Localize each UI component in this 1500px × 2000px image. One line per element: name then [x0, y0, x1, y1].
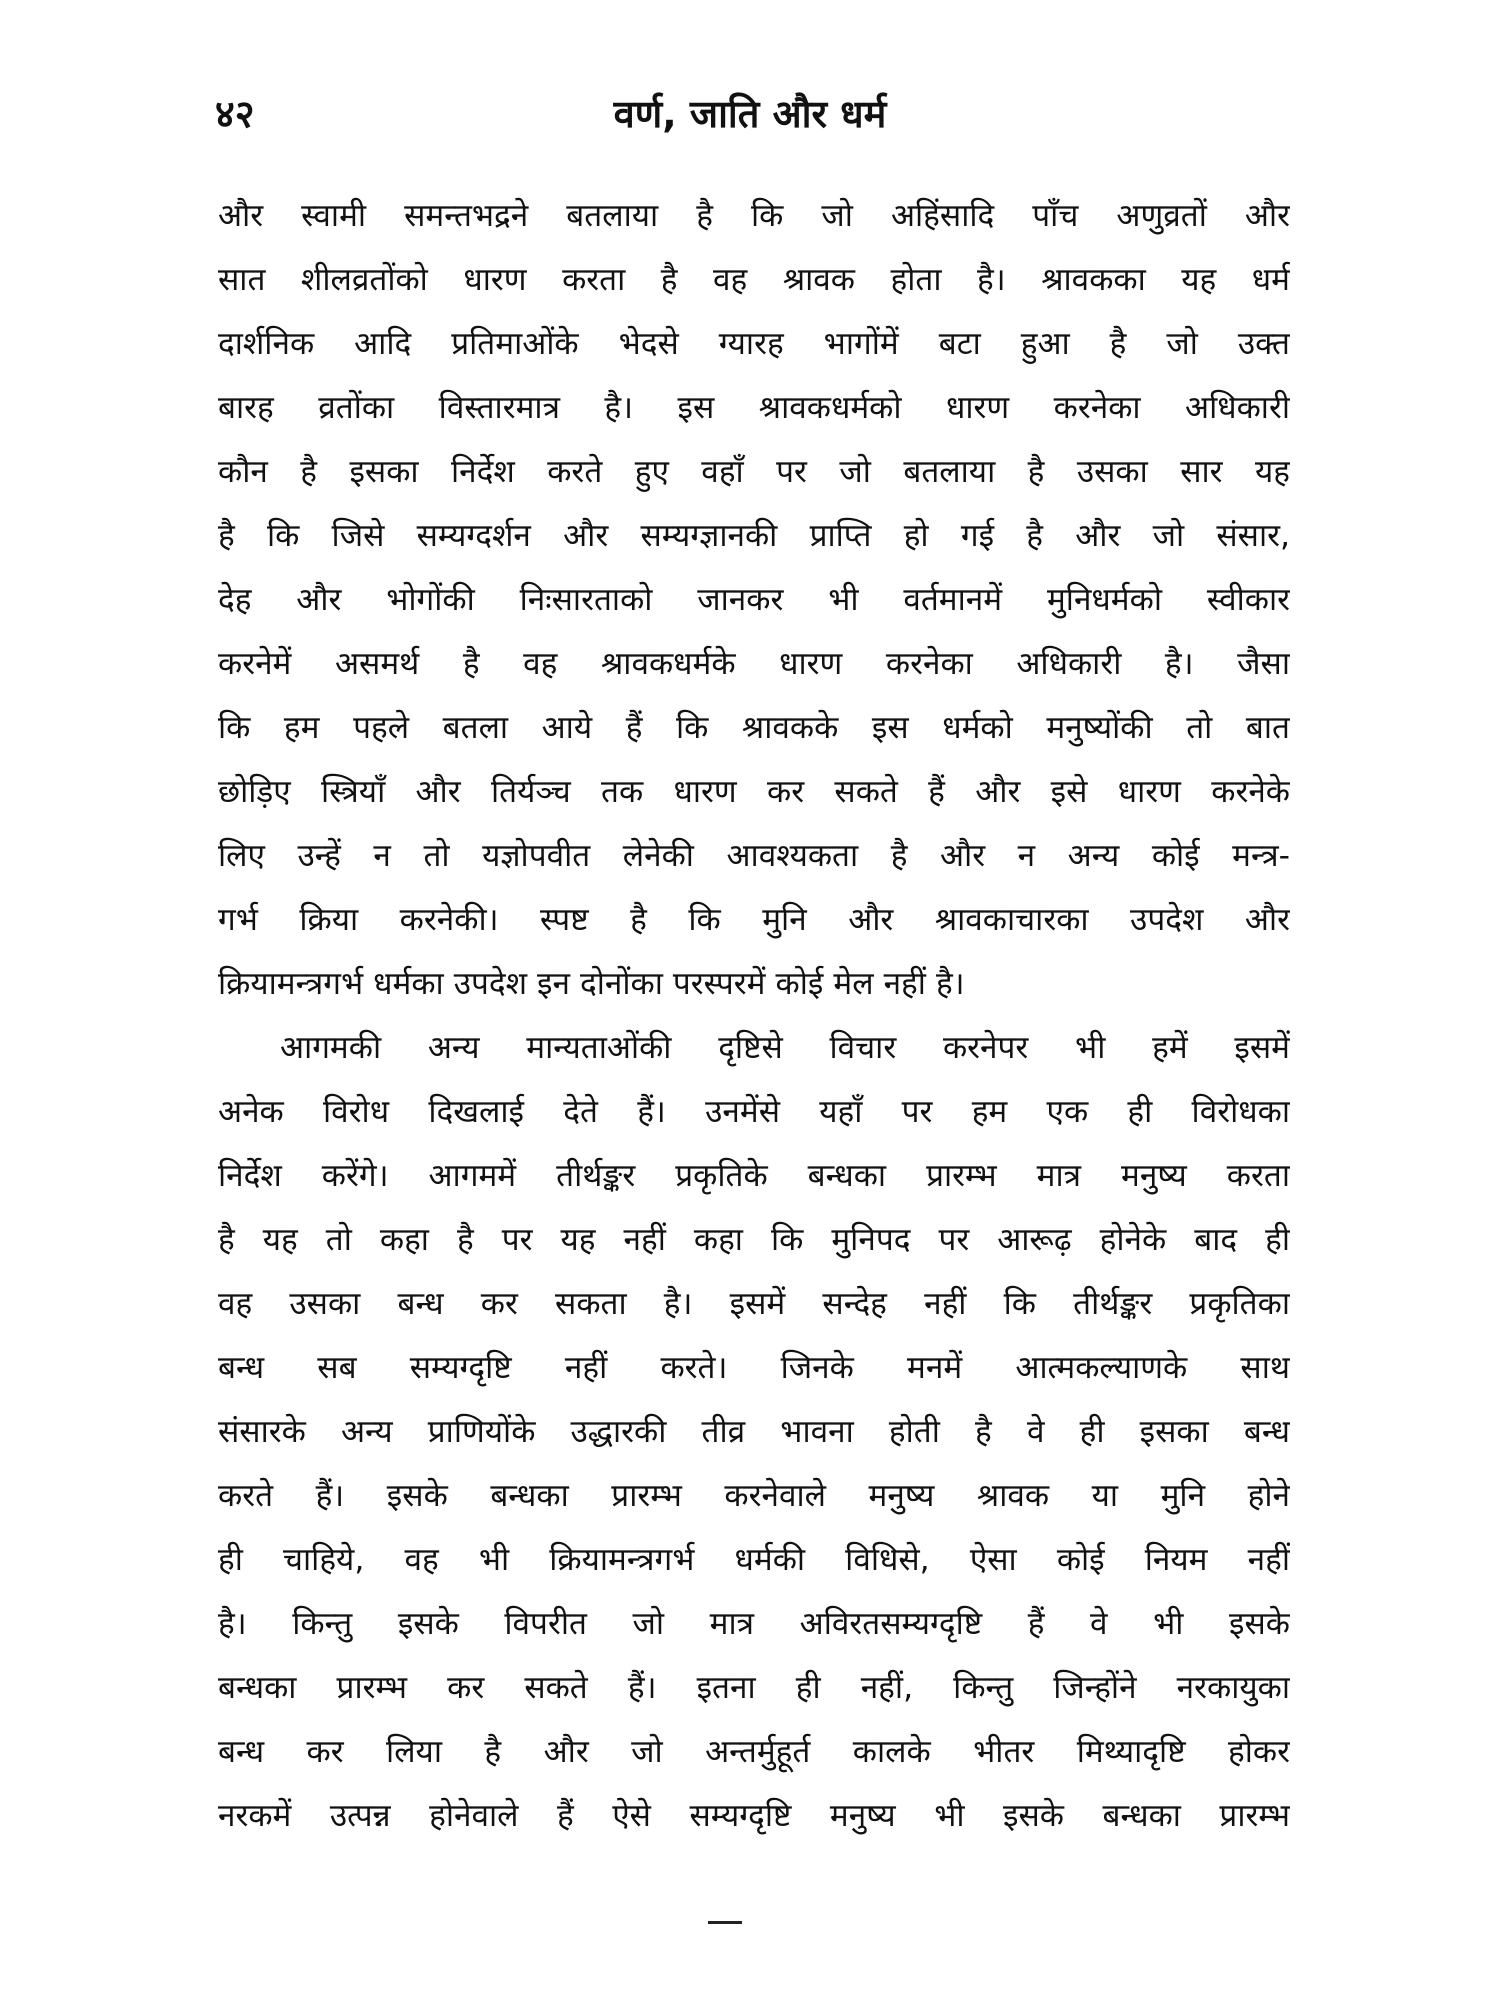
text-line: बन्धका प्रारम्भ कर सकते हैं। इतना ही नहीं, किन्तु जिन्होंने नरकायुका	[218, 1670, 1290, 1706]
text-line: ही चाहिये, वह भी क्रियामन्त्रगर्भ धर्मकी विधिसे, ऐसा कोई नियम नहीं	[218, 1542, 1290, 1578]
text-line: दार्शनिक आदि प्रतिमाओंके भेदसे ग्यारह भागोंमें बटा हुआ है जो उक्त	[218, 326, 1290, 362]
text-line: नरकमें उत्पन्न होनेवाले हैं ऐसे सम्यग्दृष्टि मनुष्य भी इसके बन्धका प्रारम्भ	[218, 1798, 1290, 1834]
text-line: करते हैं। इसके बन्धका प्रारम्भ करनेवाले मनुष्य श्रावक या मुनि होने	[218, 1478, 1290, 1514]
text-line: देह और भोगोंकी निःसारताको जानकर भी वर्तमानमें मुनिधर्मको स्वीकार	[218, 582, 1290, 618]
text-line: कौन है इसका निर्देश करते हुए वहाँ पर जो बतलाया है उसका सार यह	[218, 454, 1290, 490]
text-line: बन्ध सब सम्यग्दृष्टि नहीं करते। जिनके मनमें आत्मकल्याणके साथ	[218, 1350, 1290, 1386]
page-number: ४२	[215, 92, 255, 136]
paragraph-1	[218, 184, 1290, 1016]
text-line: कि हम पहले बतला आये हैं कि श्रावकके इस धर्मको मनुष्योंकी तो बात	[218, 710, 1290, 746]
text-line: आगमकी अन्य मान्यताओंकी दृष्टिसे विचार करनेपर भी हमें इसमें	[280, 1030, 1290, 1066]
running-title: वर्ण, जाति और धर्म	[613, 92, 887, 136]
text-line: लिए उन्हें न तो यज्ञोपवीत लेनेकी आवश्यकता है और न अन्य कोई मन्त्र-	[218, 838, 1290, 874]
text-line: है कि जिसे सम्यग्दर्शन और सम्यग्ज्ञानकी प्राप्ति हो गई है और जो संसार,	[218, 518, 1290, 554]
text-line: अनेक विरोध दिखलाई देते हैं। उनमेंसे यहाँ पर हम एक ही विरोधका	[218, 1094, 1290, 1130]
text-line: क्रियामन्त्रगर्भ धर्मका उपदेश इन दोनोंका परस्परमें कोई मेल नहीं है।	[218, 966, 965, 1002]
text-line: और स्वामी समन्तभद्रने बतलाया है कि जो अहिंसादि पाँच अणुव्रतों और	[218, 198, 1290, 234]
text-line: है यह तो कहा है पर यह नहीं कहा कि मुनिपद पर आरूढ़ होनेके बाद ही	[218, 1222, 1290, 1258]
text-line: बन्ध कर लिया है और जो अन्तर्मुहूर्त कालके भीतर मिथ्यादृष्टि होकर	[218, 1734, 1290, 1770]
text-line: है। किन्तु इसके विपरीत जो मात्र अविरतसम्यग्दृष्टि हैं वे भी इसके	[218, 1606, 1290, 1642]
text-line: करनेमें असमर्थ है वह श्रावकधर्मके धारण करनेका अधिकारी है। जैसा	[218, 646, 1290, 682]
text-line: वह उसका बन्ध कर सकता है। इसमें सन्देह नहीं कि तीर्थङ्कर प्रकृतिका	[218, 1286, 1290, 1322]
text-line: छोड़िए स्त्रियाँ और तिर्यञ्च तक धारण कर सकते हैं और इसे धारण करनेके	[218, 774, 1290, 810]
paragraph-2	[218, 1016, 1290, 1848]
text-line: निर्देश करेंगे। आगममें तीर्थङ्कर प्रकृतिके बन्धका प्रारम्भ मात्र मनुष्य करता	[218, 1158, 1290, 1194]
body-text	[218, 184, 1290, 1848]
text-line: गर्भ क्रिया करनेकी। स्पष्ट है कि मुनि और श्रावकाचारका उपदेश और	[218, 902, 1290, 938]
page-header	[0, 0, 1500, 160]
footer-dash	[708, 1921, 742, 1924]
text-line: संसारके अन्य प्राणियोंके उद्धारकी तीव्र भावना होती है वे ही इसका बन्ध	[218, 1414, 1290, 1450]
text-line: बारह व्रतोंका विस्तारमात्र है। इस श्रावकधर्मको धारण करनेका अधिकारी	[218, 390, 1290, 426]
text-line: सात शीलव्रतोंको धारण करता है वह श्रावक होता है। श्रावकका यह धर्म	[218, 262, 1290, 298]
